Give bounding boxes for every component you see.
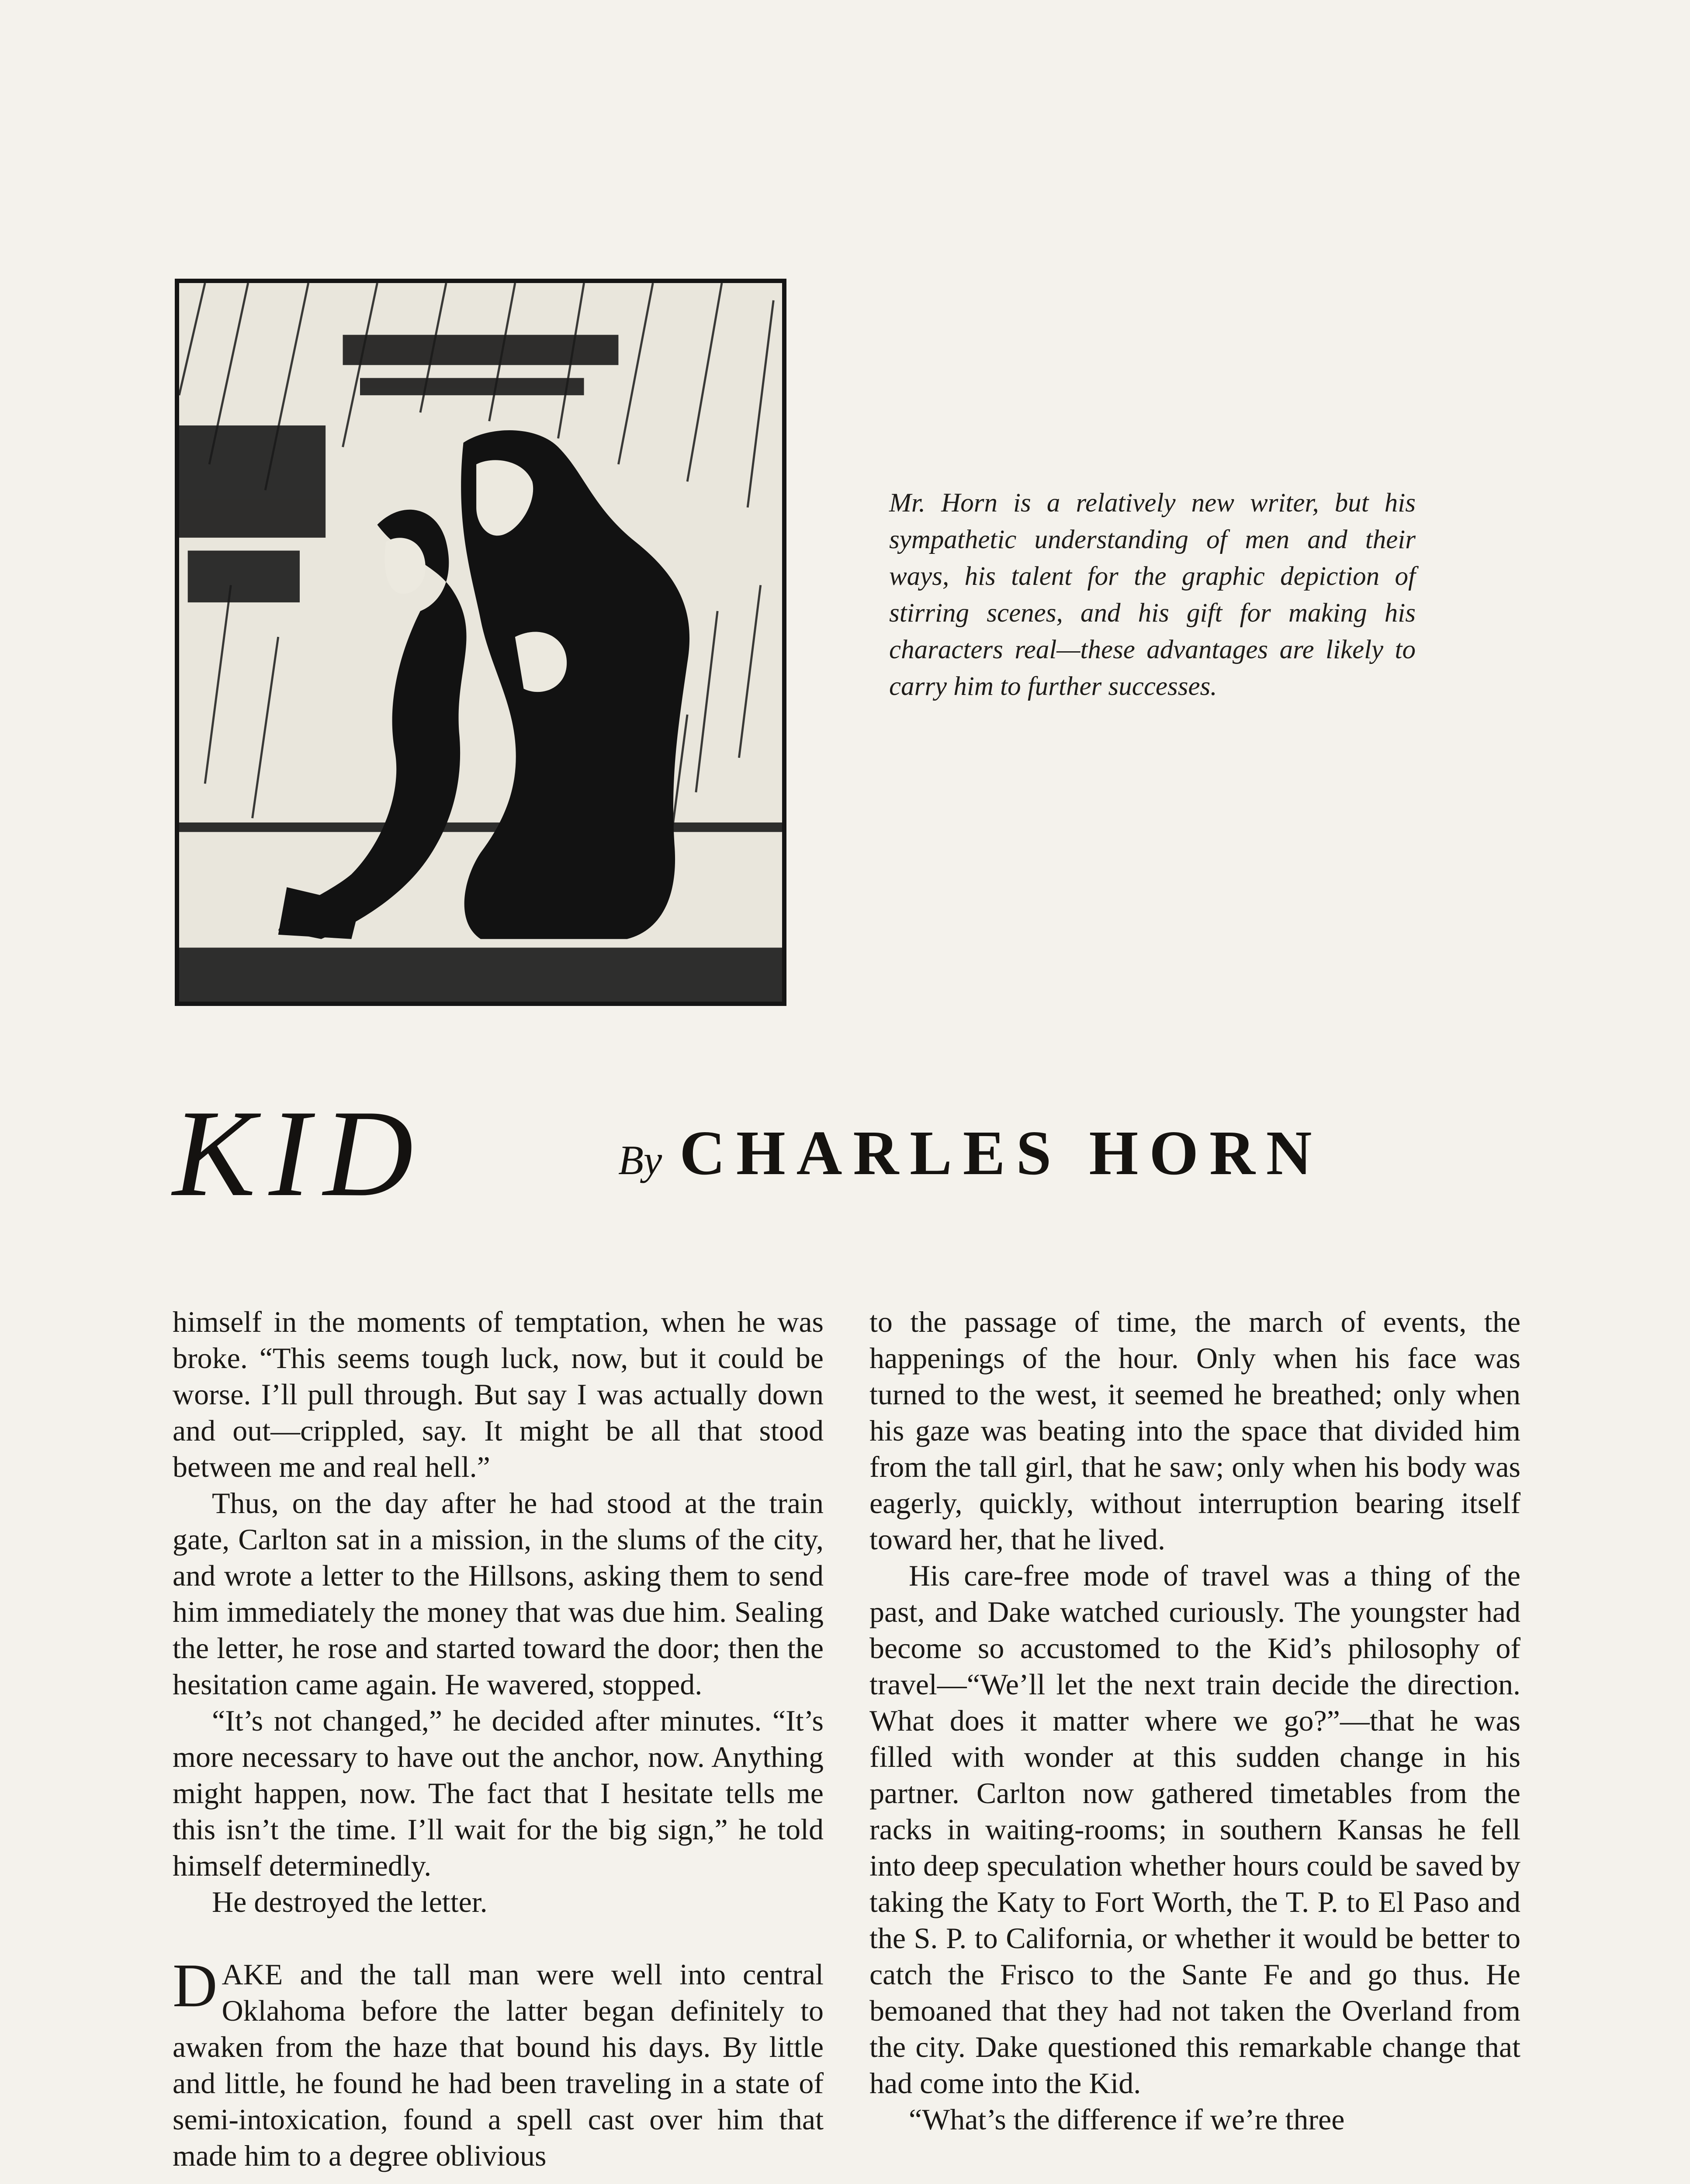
story-illustration xyxy=(175,279,786,1006)
section-text: AKE and the tall man were well into central Oklahoma before the latter began definitely to awaken from the haze that bound his days. By little and little, he found he had been traveling in a state of semi-intoxication, found a spell cast over him that made him to a degree oblivious xyxy=(173,1958,824,2172)
story-title: KID xyxy=(173,1084,426,1222)
headline xyxy=(173,1083,1501,1223)
left-column xyxy=(173,1304,824,2174)
author-blurb: Mr. Horn is a relatively new writer, but his sympathetic understanding of men and their ways, his talent for the graphic depiction of stirring scenes, and his gift for making his characters real—these advantages are likely to carry him to further successes. xyxy=(889,488,1416,701)
byline xyxy=(618,1116,1323,1197)
drop-cap: D xyxy=(173,1951,218,2020)
paragraph: He destroyed the letter. xyxy=(212,1885,488,1918)
author-name: CHARLES HORN xyxy=(679,1118,1323,1188)
section-paragraph xyxy=(173,1951,824,2174)
right-column xyxy=(869,1304,1520,2138)
ink-illustration-icon xyxy=(179,283,782,1002)
paragraph: Thus, on the day after he had stood at the train gate, Carlton sat in a mission, in the slums of the city, and wrote a letter to the Hillsons, asking them to send him immediately the money that was due him. Sealing the letter, he rose and started toward the door; then the hesitation came again. He wavered, stopped. xyxy=(173,1486,824,1701)
paragraph: “What’s the difference if we’re three xyxy=(909,2103,1345,2136)
paragraph: himself in the moments of temptation, when he was broke. “This seems tough luck, now, but it could be worse. I’ll pull through. But say I was actually down and out—crippled, say. It might be all that stood between me and real hell.” xyxy=(173,1305,824,1483)
byline-by: By xyxy=(618,1137,662,1183)
paragraph: “It’s not changed,” he decided after minutes. “It’s more necessary to have out the anchor, now. Anything might happen, now. The fact that I hesitate tells me this isn’t the time. I’ll wait for the big sign,” he told himself determinedly. xyxy=(173,1704,824,1882)
paragraph: His care-free mode of travel was a thing of the past, and Dake watched curiously. The youngster had become so accustomed to the Kid’s philosophy of travel—“We’ll let the next train decide the direction. What does it matter where we go?”—that he was filled with wonder at this sudden change in his partner. Carlton now gathered timetables from the racks in waiting-rooms; in southern Kansas he fell into deep speculation whether hours could be saved by taking the Katy to Fort Worth, the T. P. to El Paso and the S. P. to California, or whether it would be better to catch the Frisco to the Sante Fe and go thus. He bemoaned that they had not taken the Overland from the city. Dake questioned this remarkable change that had come into the Kid. xyxy=(869,1559,1520,2100)
paragraph: to the passage of time, the march of events, the happenings of the hour. Only when his face was turned to the west, it seemed he breathed; only when his gaze was beating into the space that divided him from the tall girl, that he saw; only when his body was eagerly, quickly, without interruption bearing itself toward her, that he lived. xyxy=(869,1305,1520,1556)
